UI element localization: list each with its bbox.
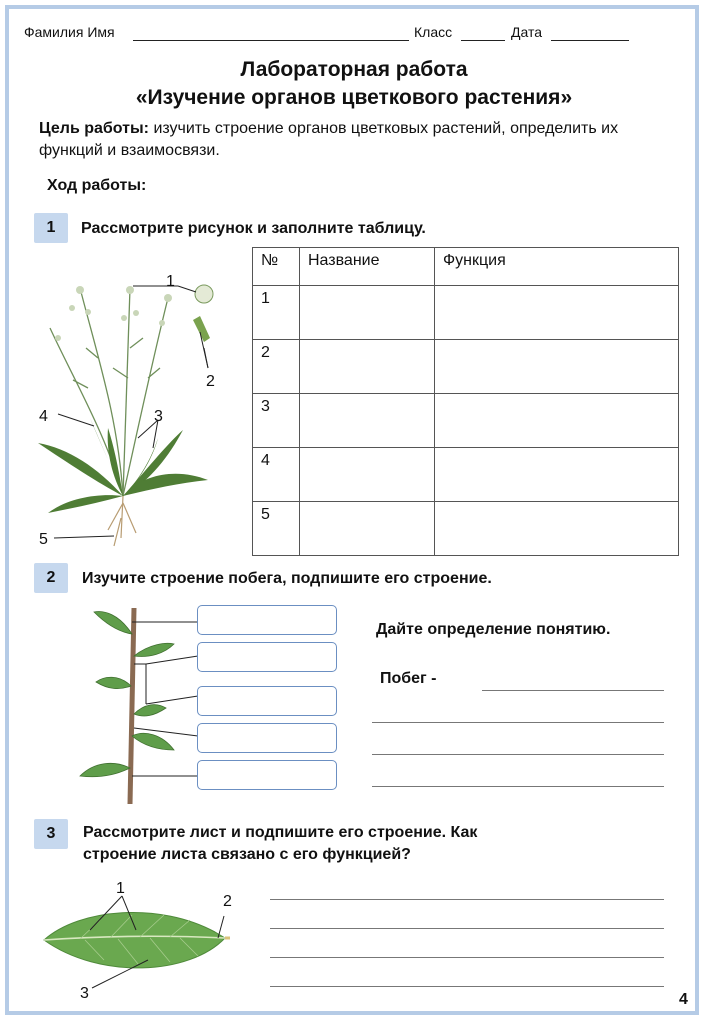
function-cell[interactable] bbox=[435, 394, 679, 448]
row-number: 2 bbox=[253, 340, 300, 394]
date-field-line[interactable] bbox=[551, 40, 629, 41]
leaf-illustration bbox=[40, 880, 240, 1000]
answer-line-3[interactable] bbox=[270, 957, 664, 958]
leaf-label-1: 1 bbox=[116, 880, 125, 897]
table-header-row bbox=[253, 248, 679, 286]
definition-line-2[interactable] bbox=[372, 722, 664, 723]
table-row bbox=[253, 448, 679, 502]
definition-line-3[interactable] bbox=[372, 754, 664, 755]
task-2-instruction: Изучите строение побега, подпишите его строение. bbox=[82, 570, 492, 587]
shoot-label-box-1[interactable] bbox=[197, 605, 337, 635]
goal-label: Цель работы: bbox=[39, 120, 149, 137]
answer-line-4[interactable] bbox=[270, 986, 664, 987]
name-cell[interactable] bbox=[300, 340, 435, 394]
table-row bbox=[253, 502, 679, 556]
task-3-instruction-line-1: Рассмотрите лист и подпишите его строение. Как bbox=[83, 824, 478, 841]
function-cell[interactable] bbox=[435, 340, 679, 394]
name-cell[interactable] bbox=[300, 394, 435, 448]
name-cell[interactable] bbox=[300, 448, 435, 502]
name-field-line[interactable] bbox=[133, 40, 409, 41]
shoot-label-box-2[interactable] bbox=[197, 642, 337, 672]
answer-line-1[interactable] bbox=[270, 899, 664, 900]
task-1-number: 1 bbox=[34, 213, 68, 243]
function-cell[interactable] bbox=[435, 502, 679, 556]
table-row bbox=[253, 340, 679, 394]
function-cell[interactable] bbox=[435, 286, 679, 340]
goal-text: изучить строение органов цветковых растений, определить их функций и взаимосвязи. bbox=[39, 120, 619, 159]
organs-table bbox=[252, 247, 679, 556]
name-cell[interactable] bbox=[300, 286, 435, 340]
table-header-function: Функция bbox=[435, 248, 679, 286]
plant-label-5: 5 bbox=[39, 531, 48, 548]
leaf-label-2: 2 bbox=[223, 893, 232, 910]
page-number: 4 bbox=[679, 991, 688, 1008]
plant-label-3: 3 bbox=[154, 408, 163, 425]
plant-label-1: 1 bbox=[166, 273, 175, 290]
table-header-number: № bbox=[253, 248, 300, 286]
row-number: 3 bbox=[253, 394, 300, 448]
definition-prompt: Дайте определение понятию. bbox=[376, 621, 611, 638]
term-shoot: Побег - bbox=[380, 670, 437, 687]
definition-line-4[interactable] bbox=[372, 786, 664, 787]
shoot-label-box-3[interactable] bbox=[197, 686, 337, 716]
procedure-label: Ход работы: bbox=[47, 177, 147, 194]
table-row bbox=[253, 286, 679, 340]
goal-paragraph bbox=[39, 118, 639, 162]
leaf-label-3: 3 bbox=[80, 985, 89, 1002]
task-1-instruction: Рассмотрите рисунок и заполните таблицу. bbox=[81, 220, 426, 237]
shoot-label-box-5[interactable] bbox=[197, 760, 337, 790]
task-3-instruction-line-2: строение листа связано с его функцией? bbox=[83, 846, 411, 863]
shepherds-purse-plant-illustration bbox=[28, 268, 240, 552]
date-label: Дата bbox=[511, 24, 543, 40]
table-row bbox=[253, 394, 679, 448]
title-line-2: «Изучение органов цветкового растения» bbox=[135, 86, 573, 109]
plant-label-2: 2 bbox=[206, 373, 215, 390]
task-2-number: 2 bbox=[34, 563, 68, 593]
definition-line-1[interactable] bbox=[482, 690, 664, 691]
task-3-number: 3 bbox=[34, 819, 68, 849]
name-cell[interactable] bbox=[300, 502, 435, 556]
function-cell[interactable] bbox=[435, 448, 679, 502]
row-number: 1 bbox=[253, 286, 300, 340]
title-line-1: Лабораторная работа bbox=[240, 58, 468, 81]
row-number: 4 bbox=[253, 448, 300, 502]
table-header-name: Название bbox=[300, 248, 435, 286]
class-field-line[interactable] bbox=[461, 40, 505, 41]
row-number: 5 bbox=[253, 502, 300, 556]
shoot-label-box-4[interactable] bbox=[197, 723, 337, 753]
name-label: Фамилия Имя bbox=[24, 24, 115, 40]
plant-label-4: 4 bbox=[39, 408, 48, 425]
shoot-illustration bbox=[74, 604, 204, 808]
class-label: Класс bbox=[414, 24, 453, 40]
answer-line-2[interactable] bbox=[270, 928, 664, 929]
